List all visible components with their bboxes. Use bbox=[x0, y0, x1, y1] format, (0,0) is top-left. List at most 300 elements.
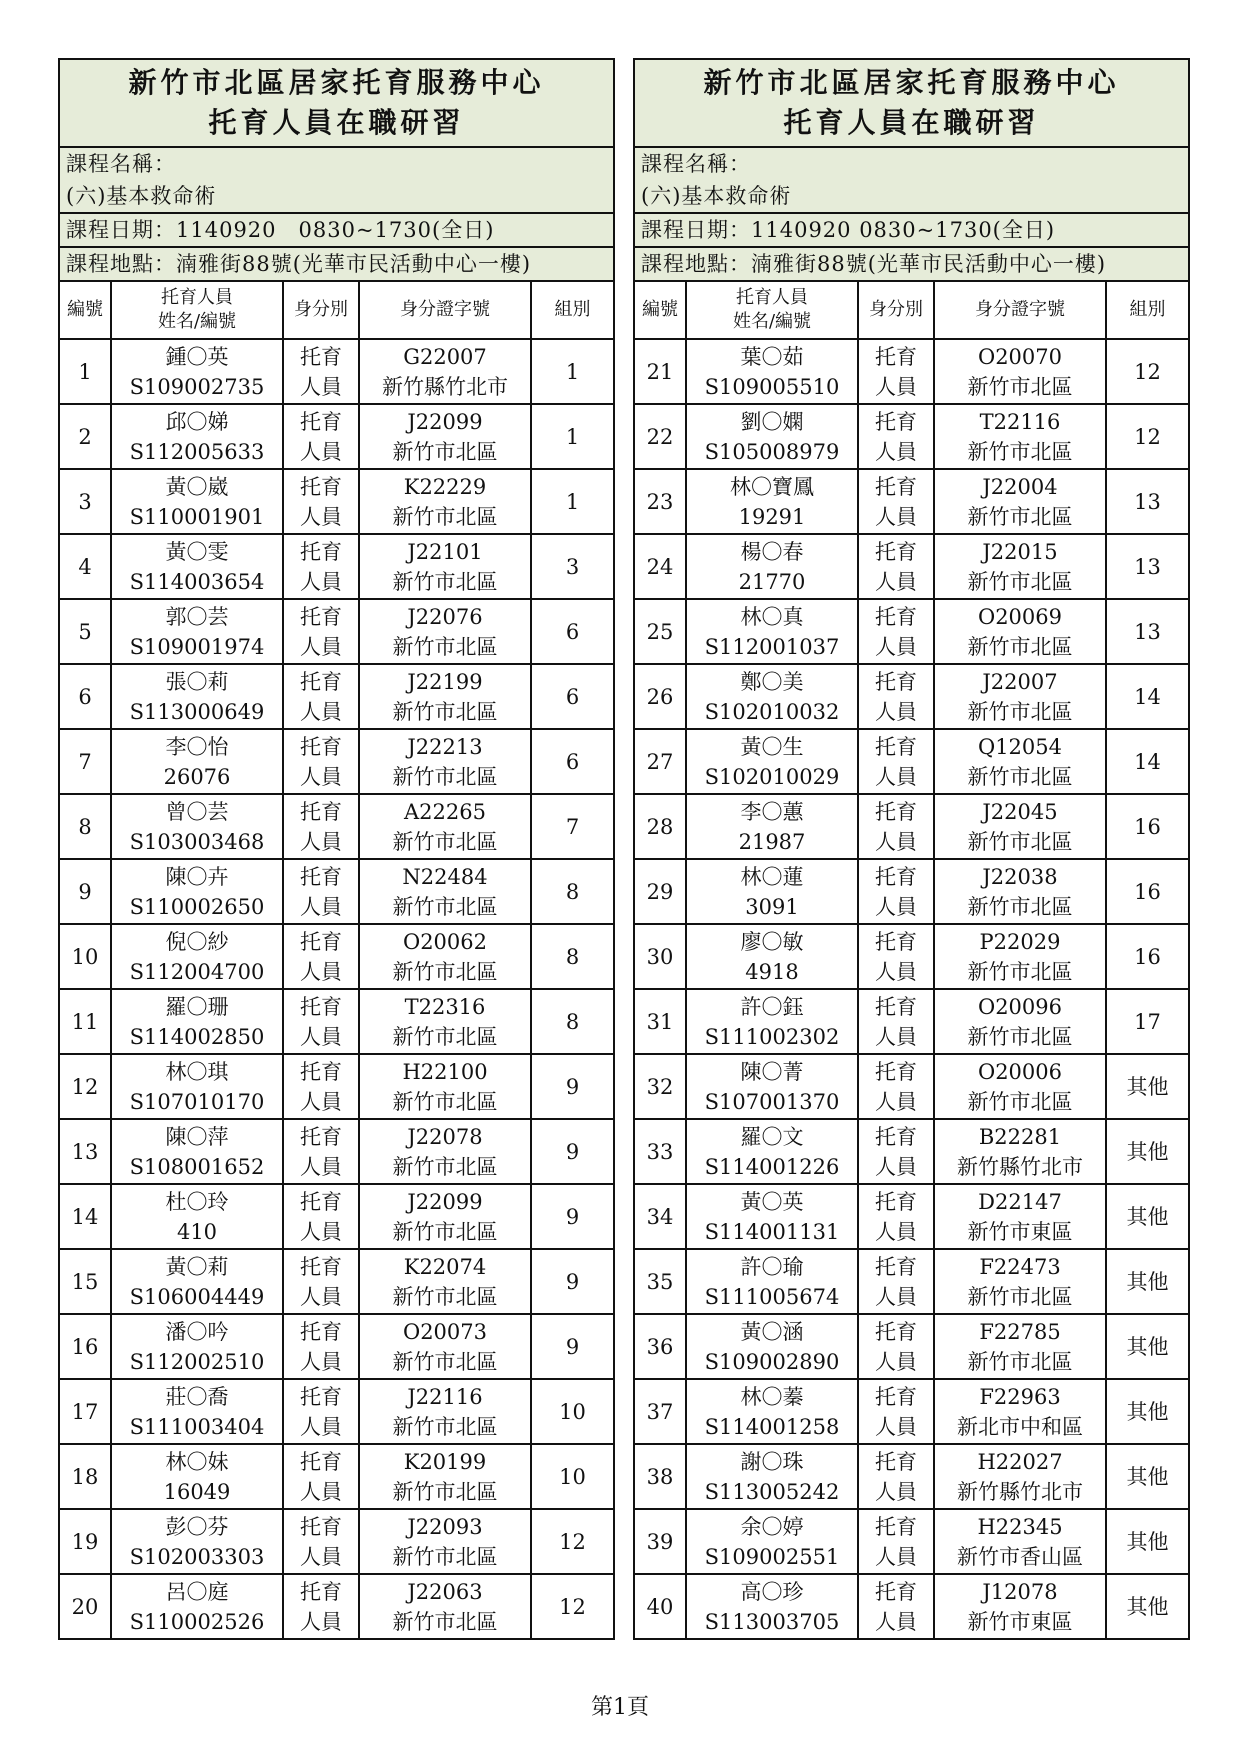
role-line1: 托育 bbox=[300, 539, 342, 564]
caregiver-code: S107001370 bbox=[704, 1089, 840, 1114]
role-cell bbox=[858, 534, 934, 599]
caregiver-code: 410 bbox=[176, 1219, 218, 1244]
caregiver-cell bbox=[686, 664, 858, 729]
id-number: J22007 bbox=[982, 669, 1058, 694]
group-cell: 3 bbox=[531, 534, 614, 599]
id-number: F22785 bbox=[979, 1319, 1061, 1344]
role-line1: 托育 bbox=[875, 1384, 917, 1409]
id-number: K22074 bbox=[403, 1254, 487, 1279]
id-area: 新竹市北區 bbox=[967, 699, 1073, 724]
id-cell bbox=[359, 534, 531, 599]
group-cell: 10 bbox=[531, 1379, 614, 1444]
role-line2: 人員 bbox=[300, 1089, 342, 1114]
header-no: 編號 bbox=[634, 281, 686, 339]
group-cell: 8 bbox=[531, 989, 614, 1054]
table-row bbox=[59, 339, 614, 404]
id-cell bbox=[934, 1574, 1106, 1639]
id-area: 新竹市北區 bbox=[967, 829, 1073, 854]
caregiver-cell bbox=[111, 729, 283, 794]
id-number: J22004 bbox=[982, 474, 1058, 499]
group-cell: 9 bbox=[531, 1184, 614, 1249]
group-cell: 13 bbox=[1106, 534, 1189, 599]
id-area: 新竹市北區 bbox=[392, 1349, 498, 1374]
caregiver-cell bbox=[686, 1509, 858, 1574]
row-number: 25 bbox=[634, 599, 686, 664]
table-row bbox=[634, 1314, 1189, 1379]
caregiver-name: 羅〇珊 bbox=[165, 994, 229, 1019]
caregiver-code: S109002890 bbox=[704, 1349, 840, 1374]
row-number: 22 bbox=[634, 404, 686, 469]
group-cell: 其他 bbox=[1106, 1444, 1189, 1509]
role-cell bbox=[858, 1184, 934, 1249]
role-line1: 托育 bbox=[875, 1579, 917, 1604]
role-line1: 托育 bbox=[300, 1124, 342, 1149]
course-name-value: (六)基本救命術 bbox=[641, 184, 792, 208]
caregiver-name: 陳〇菁 bbox=[740, 1059, 804, 1084]
role-cell bbox=[283, 404, 359, 469]
id-number: T22316 bbox=[404, 994, 486, 1019]
id-number: J22101 bbox=[407, 539, 483, 564]
group-cell: 16 bbox=[1106, 859, 1189, 924]
role-cell bbox=[858, 339, 934, 404]
role-line2: 人員 bbox=[875, 699, 917, 724]
role-line1: 托育 bbox=[875, 994, 917, 1019]
id-area: 新竹市北區 bbox=[392, 829, 498, 854]
id-number: A22265 bbox=[404, 799, 486, 824]
table-row bbox=[634, 1444, 1189, 1509]
row-number: 40 bbox=[634, 1574, 686, 1639]
row-number: 10 bbox=[59, 924, 111, 989]
row-number: 30 bbox=[634, 924, 686, 989]
role-line1: 托育 bbox=[300, 1059, 342, 1084]
header-name-line2: 姓名/編號 bbox=[732, 311, 812, 332]
id-cell bbox=[934, 729, 1106, 794]
id-area: 新竹市北區 bbox=[967, 959, 1073, 984]
course-name-label: 課程名稱： bbox=[66, 152, 176, 176]
role-line2: 人員 bbox=[875, 504, 917, 529]
table-row bbox=[59, 1119, 614, 1184]
group-cell: 14 bbox=[1106, 664, 1189, 729]
id-number: G22007 bbox=[403, 344, 487, 369]
id-area: 新竹市北區 bbox=[967, 894, 1073, 919]
id-number: O20096 bbox=[977, 994, 1063, 1019]
id-number: J22078 bbox=[407, 1124, 483, 1149]
id-cell bbox=[359, 1119, 531, 1184]
caregiver-code: S114001258 bbox=[704, 1414, 840, 1439]
role-cell bbox=[283, 1379, 359, 1444]
role-line1: 托育 bbox=[875, 344, 917, 369]
role-cell bbox=[283, 1054, 359, 1119]
id-number: J22199 bbox=[407, 669, 483, 694]
id-number: J22038 bbox=[982, 864, 1058, 889]
id-cell bbox=[359, 859, 531, 924]
course-name-label: 課程名稱： bbox=[641, 152, 751, 176]
caregiver-cell bbox=[686, 599, 858, 664]
group-cell: 其他 bbox=[1106, 1314, 1189, 1379]
caregiver-code: S109001974 bbox=[129, 634, 265, 659]
caregiver-cell bbox=[111, 1444, 283, 1509]
id-area: 新竹市北區 bbox=[967, 1089, 1073, 1114]
caregiver-code: S113003705 bbox=[704, 1609, 840, 1634]
id-number: J22116 bbox=[407, 1384, 483, 1409]
id-cell bbox=[934, 1054, 1106, 1119]
id-area: 新竹市北區 bbox=[392, 569, 498, 594]
role-cell bbox=[858, 1119, 934, 1184]
group-cell: 6 bbox=[531, 664, 614, 729]
caregiver-name: 呂〇庭 bbox=[165, 1579, 229, 1604]
id-area: 新竹市北區 bbox=[392, 504, 498, 529]
id-number: J22076 bbox=[407, 604, 483, 629]
header-name bbox=[686, 281, 858, 339]
table-row bbox=[634, 664, 1189, 729]
caregiver-code: S109002735 bbox=[129, 374, 265, 399]
header-role: 身分別 bbox=[283, 281, 359, 339]
role-line1: 托育 bbox=[300, 1579, 342, 1604]
role-line1: 托育 bbox=[300, 604, 342, 629]
group-cell: 12 bbox=[531, 1574, 614, 1639]
id-number: J22015 bbox=[982, 539, 1058, 564]
row-number: 28 bbox=[634, 794, 686, 859]
role-line1: 托育 bbox=[300, 474, 342, 499]
caregiver-cell bbox=[686, 339, 858, 404]
caregiver-name: 黃〇雯 bbox=[165, 539, 229, 564]
role-line2: 人員 bbox=[875, 1544, 917, 1569]
role-line1: 托育 bbox=[875, 1059, 917, 1084]
id-number: O20006 bbox=[977, 1059, 1063, 1084]
group-cell: 9 bbox=[531, 1119, 614, 1184]
table-row bbox=[634, 794, 1189, 859]
id-cell bbox=[934, 534, 1106, 599]
row-number: 15 bbox=[59, 1249, 111, 1314]
role-line2: 人員 bbox=[300, 894, 342, 919]
table-row bbox=[59, 859, 614, 924]
caregiver-cell bbox=[111, 469, 283, 534]
header-id: 身分證字號 bbox=[359, 281, 531, 339]
row-number: 33 bbox=[634, 1119, 686, 1184]
course-location: 課程地點：湳雅街88號(光華市民活動中心一樓) bbox=[59, 247, 614, 281]
id-area: 新竹市北區 bbox=[392, 699, 498, 724]
role-cell bbox=[283, 599, 359, 664]
table-row bbox=[59, 989, 614, 1054]
id-cell bbox=[934, 989, 1106, 1054]
id-cell bbox=[934, 1119, 1106, 1184]
row-number: 38 bbox=[634, 1444, 686, 1509]
role-cell bbox=[858, 924, 934, 989]
caregiver-cell bbox=[686, 859, 858, 924]
role-line1: 托育 bbox=[875, 734, 917, 759]
caregiver-cell bbox=[111, 1574, 283, 1639]
id-number: D22147 bbox=[978, 1189, 1062, 1214]
table-row bbox=[634, 1249, 1189, 1314]
caregiver-code: 19291 bbox=[738, 504, 806, 529]
caregiver-name: 高〇珍 bbox=[740, 1579, 804, 1604]
row-number: 17 bbox=[59, 1379, 111, 1444]
caregiver-name: 林〇真 bbox=[740, 604, 804, 629]
role-line2: 人員 bbox=[875, 1219, 917, 1244]
caregiver-cell bbox=[686, 469, 858, 534]
header-no: 編號 bbox=[59, 281, 111, 339]
caregiver-name: 潘〇吟 bbox=[165, 1319, 229, 1344]
header-group: 組別 bbox=[531, 281, 614, 339]
course-location: 課程地點：湳雅街88號(光華市民活動中心一樓) bbox=[634, 247, 1189, 281]
course-name bbox=[634, 147, 1189, 213]
row-number: 31 bbox=[634, 989, 686, 1054]
role-cell bbox=[858, 989, 934, 1054]
caregiver-name: 邱〇娣 bbox=[165, 409, 229, 434]
caregiver-code: S114003654 bbox=[129, 569, 265, 594]
caregiver-cell bbox=[111, 1184, 283, 1249]
row-number: 29 bbox=[634, 859, 686, 924]
id-cell bbox=[359, 1509, 531, 1574]
title-line1: 新竹市北區居家托育服務中心 bbox=[703, 66, 1120, 99]
caregiver-cell bbox=[686, 1314, 858, 1379]
role-cell bbox=[283, 1314, 359, 1379]
id-cell bbox=[359, 339, 531, 404]
id-cell bbox=[359, 469, 531, 534]
caregiver-code: S105008979 bbox=[704, 439, 840, 464]
role-cell bbox=[283, 1119, 359, 1184]
role-line1: 托育 bbox=[875, 929, 917, 954]
row-number: 37 bbox=[634, 1379, 686, 1444]
header-role: 身分別 bbox=[858, 281, 934, 339]
caregiver-cell bbox=[111, 1314, 283, 1379]
role-cell bbox=[283, 339, 359, 404]
row-number: 7 bbox=[59, 729, 111, 794]
role-line2: 人員 bbox=[875, 634, 917, 659]
id-area: 新竹市北區 bbox=[392, 1154, 498, 1179]
group-cell: 13 bbox=[1106, 469, 1189, 534]
role-cell bbox=[283, 794, 359, 859]
caregiver-name: 陳〇卉 bbox=[165, 864, 229, 889]
role-line1: 托育 bbox=[875, 864, 917, 889]
id-cell bbox=[934, 794, 1106, 859]
group-cell: 其他 bbox=[1106, 1379, 1189, 1444]
role-line1: 托育 bbox=[300, 1384, 342, 1409]
role-line2: 人員 bbox=[300, 1219, 342, 1244]
group-cell: 12 bbox=[1106, 404, 1189, 469]
group-cell: 8 bbox=[531, 859, 614, 924]
role-cell bbox=[283, 664, 359, 729]
id-cell bbox=[934, 469, 1106, 534]
role-line1: 托育 bbox=[300, 994, 342, 1019]
header-name bbox=[111, 281, 283, 339]
caregiver-code: 4918 bbox=[745, 959, 799, 984]
caregiver-name: 許〇鈺 bbox=[740, 994, 804, 1019]
table-row bbox=[59, 1444, 614, 1509]
title-line2: 托育人員在職研習 bbox=[208, 106, 465, 139]
id-area: 新竹市北區 bbox=[967, 374, 1073, 399]
group-cell: 7 bbox=[531, 794, 614, 859]
row-number: 27 bbox=[634, 729, 686, 794]
table-row bbox=[634, 534, 1189, 599]
id-number: O20062 bbox=[402, 929, 488, 954]
course-date: 課程日期：1140920 0830~1730(全日) bbox=[634, 213, 1189, 247]
caregiver-name: 曾〇芸 bbox=[165, 799, 229, 824]
caregiver-name: 黃〇生 bbox=[740, 734, 804, 759]
id-area: 新竹市北區 bbox=[967, 569, 1073, 594]
role-cell bbox=[283, 924, 359, 989]
id-area: 新竹市北區 bbox=[392, 1024, 498, 1049]
table-row bbox=[59, 1509, 614, 1574]
caregiver-code: S103003468 bbox=[129, 829, 265, 854]
table-title bbox=[59, 59, 614, 147]
role-cell bbox=[858, 794, 934, 859]
caregiver-cell bbox=[111, 664, 283, 729]
row-number: 18 bbox=[59, 1444, 111, 1509]
group-cell: 12 bbox=[1106, 339, 1189, 404]
table-row bbox=[634, 1574, 1189, 1639]
caregiver-name: 謝〇珠 bbox=[740, 1449, 804, 1474]
id-cell bbox=[934, 1184, 1106, 1249]
caregiver-name: 莊〇喬 bbox=[165, 1384, 229, 1409]
id-area: 新竹市東區 bbox=[967, 1219, 1073, 1244]
role-line2: 人員 bbox=[875, 1479, 917, 1504]
id-cell bbox=[934, 859, 1106, 924]
id-number: J12078 bbox=[982, 1579, 1058, 1604]
header-name-line1: 托育人員 bbox=[161, 287, 233, 308]
id-cell bbox=[359, 1184, 531, 1249]
caregiver-cell bbox=[111, 1509, 283, 1574]
caregiver-code: S112005633 bbox=[129, 439, 265, 464]
caregiver-name: 林〇琪 bbox=[165, 1059, 229, 1084]
id-cell bbox=[934, 1249, 1106, 1314]
role-cell bbox=[858, 1574, 934, 1639]
role-cell bbox=[858, 729, 934, 794]
caregiver-name: 李〇蕙 bbox=[740, 799, 804, 824]
role-line1: 托育 bbox=[875, 409, 917, 434]
role-line2: 人員 bbox=[300, 504, 342, 529]
group-cell: 1 bbox=[531, 404, 614, 469]
group-cell: 6 bbox=[531, 599, 614, 664]
row-number: 8 bbox=[59, 794, 111, 859]
table-row bbox=[59, 729, 614, 794]
row-number: 13 bbox=[59, 1119, 111, 1184]
id-cell bbox=[359, 1249, 531, 1314]
role-line1: 托育 bbox=[875, 1124, 917, 1149]
id-cell bbox=[934, 1444, 1106, 1509]
id-area: 新竹市北區 bbox=[967, 1349, 1073, 1374]
caregiver-name: 鄭〇美 bbox=[740, 669, 804, 694]
table-row bbox=[59, 599, 614, 664]
role-line2: 人員 bbox=[875, 829, 917, 854]
id-cell bbox=[359, 1444, 531, 1509]
id-number: O20070 bbox=[977, 344, 1063, 369]
caregiver-code: S111003404 bbox=[129, 1414, 265, 1439]
caregiver-cell bbox=[686, 794, 858, 859]
id-cell bbox=[934, 924, 1106, 989]
role-cell bbox=[283, 989, 359, 1054]
group-cell: 其他 bbox=[1106, 1054, 1189, 1119]
row-number: 35 bbox=[634, 1249, 686, 1314]
caregiver-code: S108001652 bbox=[129, 1154, 265, 1179]
id-number: J22213 bbox=[407, 734, 483, 759]
role-line1: 托育 bbox=[875, 799, 917, 824]
caregiver-name: 倪〇紗 bbox=[165, 929, 229, 954]
role-line1: 托育 bbox=[300, 1319, 342, 1344]
role-line1: 托育 bbox=[875, 474, 917, 499]
role-line2: 人員 bbox=[875, 1024, 917, 1049]
role-line1: 托育 bbox=[300, 409, 342, 434]
header-id: 身分證字號 bbox=[934, 281, 1106, 339]
table-row bbox=[59, 469, 614, 534]
caregiver-code: 16049 bbox=[163, 1479, 231, 1504]
role-line1: 托育 bbox=[300, 1449, 342, 1474]
table-row bbox=[634, 1379, 1189, 1444]
caregiver-name: 陳〇萍 bbox=[165, 1124, 229, 1149]
role-cell bbox=[283, 1444, 359, 1509]
id-cell bbox=[359, 599, 531, 664]
group-cell: 其他 bbox=[1106, 1509, 1189, 1574]
group-cell: 10 bbox=[531, 1444, 614, 1509]
caregiver-code: S111005674 bbox=[704, 1284, 840, 1309]
role-line1: 托育 bbox=[875, 1319, 917, 1344]
role-line2: 人員 bbox=[875, 569, 917, 594]
role-cell bbox=[283, 1574, 359, 1639]
caregiver-code: S114001226 bbox=[704, 1154, 840, 1179]
caregiver-code: 21987 bbox=[738, 829, 806, 854]
row-number: 19 bbox=[59, 1509, 111, 1574]
caregiver-name: 許〇瑜 bbox=[740, 1254, 804, 1279]
role-cell bbox=[858, 664, 934, 729]
id-area: 新竹市北區 bbox=[967, 764, 1073, 789]
caregiver-code: S110001901 bbox=[129, 504, 265, 529]
role-line2: 人員 bbox=[300, 1544, 342, 1569]
id-number: F22473 bbox=[979, 1254, 1061, 1279]
header-group: 組別 bbox=[1106, 281, 1189, 339]
caregiver-code: S106004449 bbox=[129, 1284, 265, 1309]
caregiver-cell bbox=[111, 339, 283, 404]
group-cell: 9 bbox=[531, 1249, 614, 1314]
row-number: 20 bbox=[59, 1574, 111, 1639]
role-line1: 托育 bbox=[300, 1514, 342, 1539]
caregiver-cell bbox=[686, 1184, 858, 1249]
table-row bbox=[59, 924, 614, 989]
role-line2: 人員 bbox=[300, 1414, 342, 1439]
role-cell bbox=[283, 469, 359, 534]
id-number: P22029 bbox=[979, 929, 1061, 954]
table-row bbox=[634, 924, 1189, 989]
row-number: 39 bbox=[634, 1509, 686, 1574]
caregiver-code: 21770 bbox=[738, 569, 806, 594]
caregiver-code: S107010170 bbox=[129, 1089, 265, 1114]
id-area: 新竹市東區 bbox=[967, 1609, 1073, 1634]
id-cell bbox=[359, 989, 531, 1054]
role-line1: 托育 bbox=[300, 929, 342, 954]
role-line1: 托育 bbox=[875, 1449, 917, 1474]
caregiver-name: 黃〇英 bbox=[740, 1189, 804, 1214]
role-line2: 人員 bbox=[300, 699, 342, 724]
role-line2: 人員 bbox=[875, 894, 917, 919]
id-number: J22099 bbox=[407, 409, 483, 434]
caregiver-name: 林〇蓮 bbox=[740, 864, 804, 889]
id-area: 新竹縣竹北市 bbox=[957, 1479, 1083, 1504]
caregiver-cell bbox=[686, 1119, 858, 1184]
role-cell bbox=[283, 534, 359, 599]
caregiver-code: S114001131 bbox=[704, 1219, 840, 1244]
id-cell bbox=[934, 599, 1106, 664]
group-cell: 1 bbox=[531, 339, 614, 404]
row-number: 11 bbox=[59, 989, 111, 1054]
table-row bbox=[634, 729, 1189, 794]
caregiver-cell bbox=[111, 1379, 283, 1444]
row-number: 34 bbox=[634, 1184, 686, 1249]
course-name bbox=[59, 147, 614, 213]
group-cell: 12 bbox=[531, 1509, 614, 1574]
caregiver-name: 林〇蓁 bbox=[740, 1384, 804, 1409]
row-number: 6 bbox=[59, 664, 111, 729]
table-row bbox=[59, 1574, 614, 1639]
role-line1: 托育 bbox=[875, 1189, 917, 1214]
